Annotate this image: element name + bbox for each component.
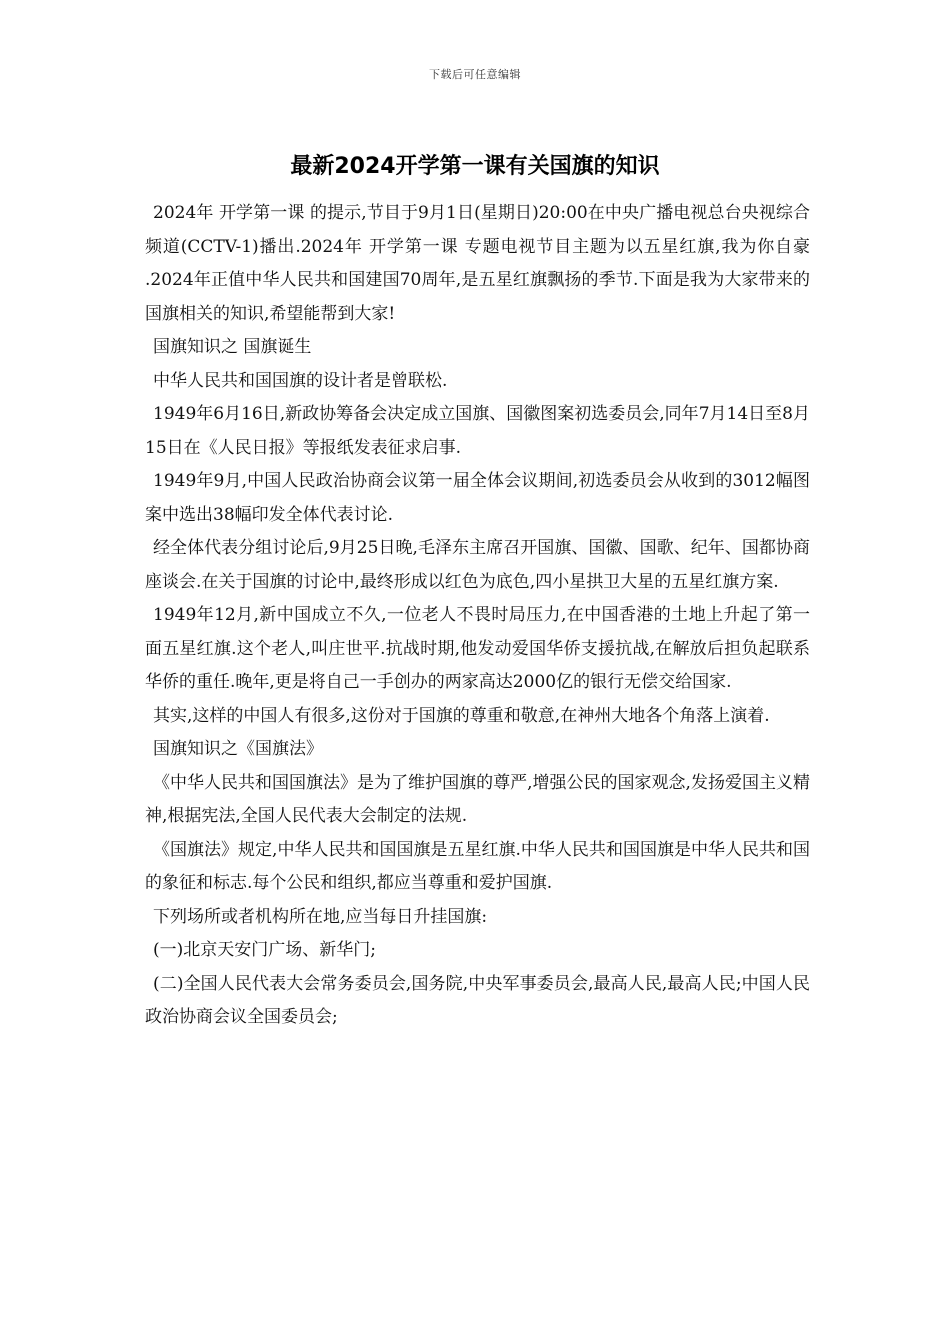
list-item: (一)北京天安门广场、新华门;: [153, 940, 376, 960]
header-note: 下载后可任意编辑: [429, 68, 521, 81]
paragraph: 《中华人民共和国国旗法》是为了维护国旗的尊严,增强公民的国家观念,发扬爱国主义精神,根据宪法,全国人民代表大会制定的法规.: [145, 772, 810, 826]
section-heading-flag-birth: 国旗知识之 国旗诞生: [153, 337, 312, 357]
list-item: (二)全国人民代表大会常务委员会,国务院,中央军事委员会,最高人民,最高人民;中国人民政治协商会议全国委员会;: [145, 973, 810, 1027]
paragraph: 1949年12月,新中国成立不久,一位老人不畏时局压力,在中国香港的土地上升起了第一面五星红旗.这个老人,叫庄世平.抗战时期,他发动爱国华侨支援抗战,在解放后担负起联系华侨的重任.晚年,更是将自己一手创办的两家高达2000亿的银行无偿交给国家.: [145, 605, 810, 692]
paragraph-intro: 2024年 开学第一课 的提示,节目于9月1日(星期日)20:00在中央广播电视总台央视综合频道(CCTV-1)播出.2024年 开学第一课 专题电视节目主题为以五星红旗,我为你自豪 .2024年正值中华人民共和国建国70周年,是五星红旗飘扬的季节.下面是我为大家带来的国旗相关的知识,希望能帮到大家!: [145, 203, 810, 324]
section-heading-flag-law: 国旗知识之《国旗法》: [153, 739, 323, 759]
paragraph: 1949年6月16日,新政协筹备会决定成立国旗、国徽图案初选委员会,同年7月14日至8月15日在《人民日报》等报纸发表征求启事.: [145, 404, 810, 458]
paragraph: 下列场所或者机构所在地,应当每日升挂国旗:: [153, 906, 488, 927]
document-title: 最新2024开学第一课有关国旗的知识: [290, 154, 660, 179]
paragraph: 1949年9月,中国人民政治协商会议第一届全体会议期间,初选委员会从收到的3012幅图案中选出38幅印发全体代表讨论.: [145, 471, 810, 525]
paragraph: 经全体代表分组讨论后,9月25日晚,毛泽东主席召开国旗、国徽、国歌、纪年、国都协商座谈会.在关于国旗的讨论中,最终形成以红色为底色,四小星拱卫大星的五星红旗方案.: [145, 538, 810, 592]
paragraph: 《国旗法》规定,中华人民共和国国旗是五星红旗.中华人民共和国国旗是中华人民共和国的象征和标志.每个公民和组织,都应当尊重和爱护国旗.: [145, 839, 810, 893]
paragraph: 中华人民共和国国旗的设计者是曾联松.: [153, 370, 448, 391]
paragraph: 其实,这样的中国人有很多,这份对于国旗的尊重和敬意,在神州大地各个角落上演着.: [153, 705, 770, 726]
document-body: [145, 197, 810, 1035]
